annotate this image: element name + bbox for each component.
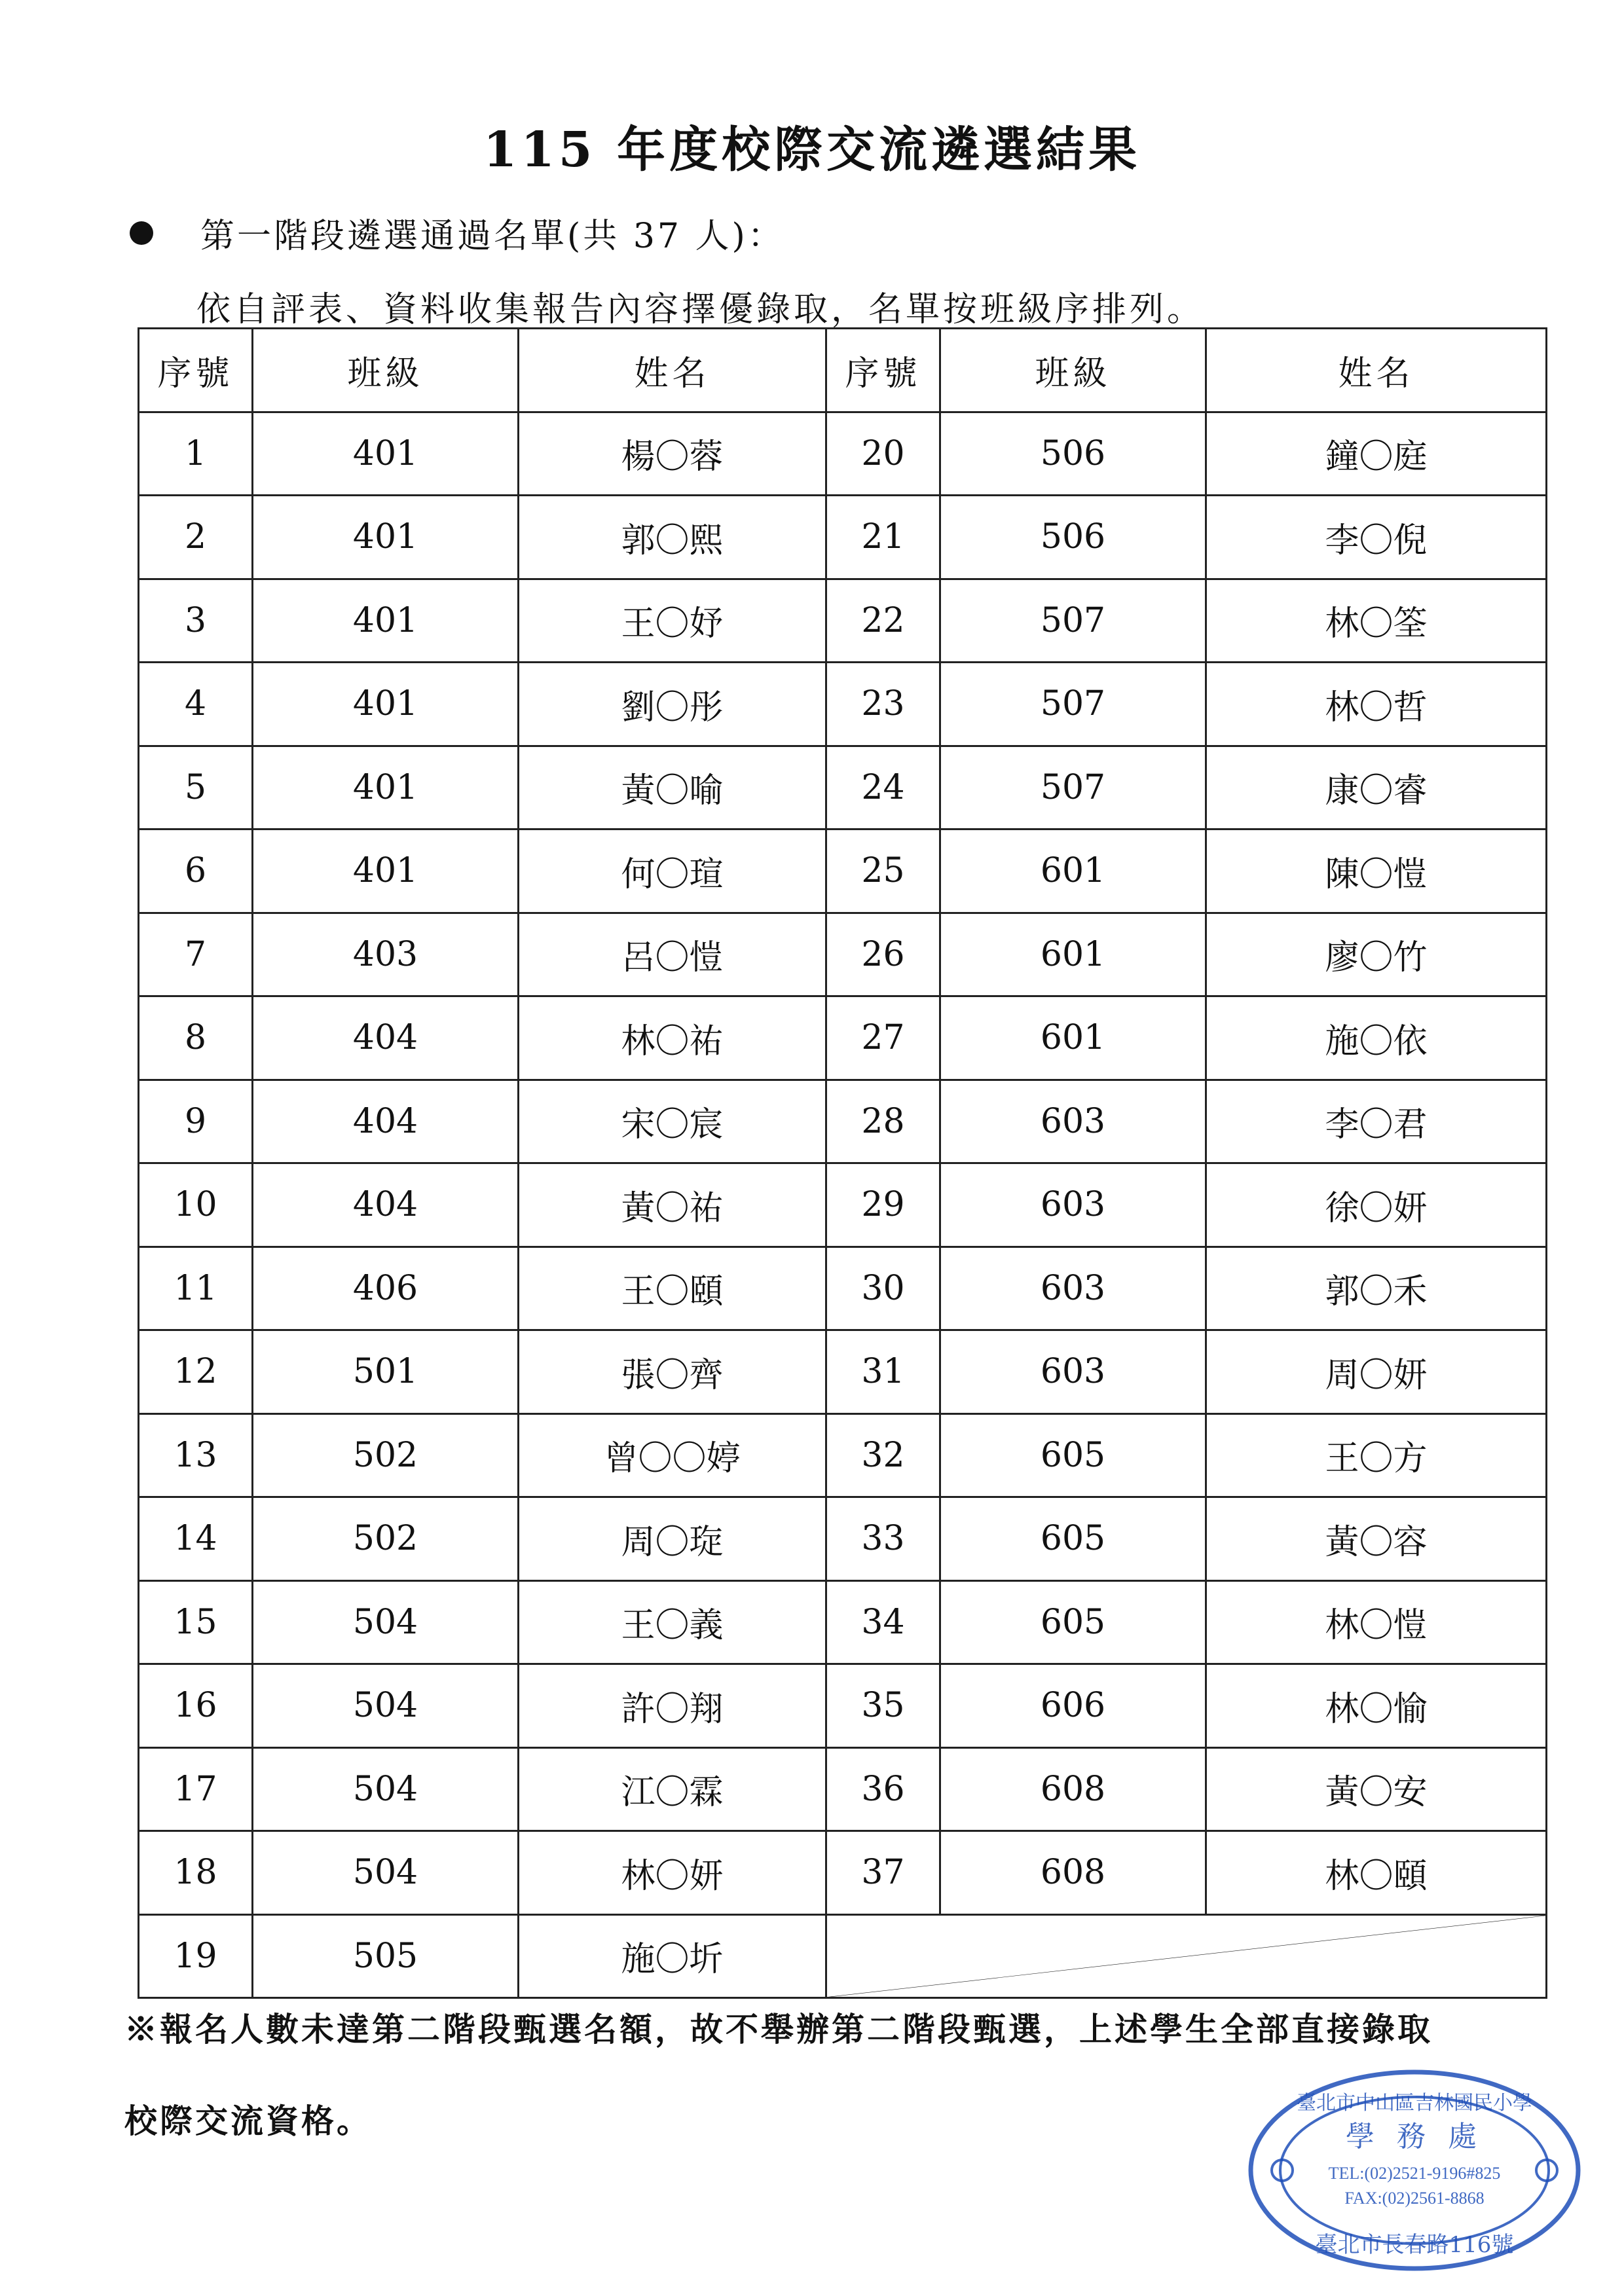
cell-name: 黃〇喻 <box>519 746 826 829</box>
cell-name: 林〇筌 <box>1206 579 1547 663</box>
cell-name: 林〇愷 <box>1206 1580 1547 1664</box>
cell-no: 34 <box>826 1580 940 1664</box>
cell-name: 江〇霖 <box>519 1747 826 1831</box>
header-name-left: 姓名 <box>519 329 826 412</box>
cell-name: 林〇祐 <box>519 996 826 1080</box>
table-row <box>139 1914 1547 1998</box>
cell-class: 401 <box>253 579 519 663</box>
cell-class: 608 <box>940 1831 1206 1915</box>
cell-name: 郭〇熙 <box>519 496 826 579</box>
cell-name: 王〇頤 <box>519 1247 826 1330</box>
cell-class: 504 <box>253 1747 519 1831</box>
table-header-row <box>139 329 1547 412</box>
table-row <box>139 1747 1547 1831</box>
section-heading <box>130 208 784 257</box>
cell-no: 15 <box>139 1580 253 1664</box>
cell-name: 呂〇愷 <box>519 913 826 996</box>
cell-class: 401 <box>253 829 519 913</box>
section-heading-text: 第一階段遴選通過名單(共 37 人)： <box>200 217 784 256</box>
cell-class: 502 <box>253 1497 519 1581</box>
cell-class: 404 <box>253 996 519 1080</box>
header-no-left: 序號 <box>139 329 253 412</box>
cell-class: 507 <box>940 746 1206 829</box>
cell-name: 王〇妤 <box>519 579 826 663</box>
cell-name: 李〇倪 <box>1206 496 1547 579</box>
table-row <box>139 1413 1547 1497</box>
table-row <box>139 829 1547 913</box>
footnote-line-2: 校際交流資格。 <box>124 2102 372 2140</box>
cell-class: 401 <box>253 746 519 829</box>
cell-no: 3 <box>139 579 253 663</box>
cell-name: 許〇翔 <box>519 1664 826 1748</box>
cell-name: 廖〇竹 <box>1206 913 1547 996</box>
cell-no: 5 <box>139 746 253 829</box>
cell-class: 506 <box>940 496 1206 579</box>
cell-no: 33 <box>826 1497 940 1581</box>
cell-name: 黃〇安 <box>1206 1747 1547 1831</box>
cell-no: 26 <box>826 913 940 996</box>
cell-no: 21 <box>826 496 940 579</box>
cell-no: 13 <box>139 1413 253 1497</box>
svg-text:臺北市長春路116號: 臺北市長春路116號 <box>1315 2232 1514 2258</box>
cell-no: 30 <box>826 1247 940 1330</box>
cell-class: 605 <box>940 1413 1206 1497</box>
table-row <box>139 913 1547 996</box>
table-row <box>139 996 1547 1080</box>
header-no-right: 序號 <box>826 329 940 412</box>
footnote-line-1: ※報名人數未達第二階段甄選名額，故不舉辦第二階段甄選，上述學生全部直接錄取 <box>124 2010 1433 2049</box>
cell-name: 曾〇〇婷 <box>519 1413 826 1497</box>
cell-class: 605 <box>940 1580 1206 1664</box>
cell-name: 張〇齊 <box>519 1330 826 1414</box>
cell-class: 601 <box>940 829 1206 913</box>
cell-name: 康〇睿 <box>1206 746 1547 829</box>
cell-class: 507 <box>940 663 1206 746</box>
cell-class: 603 <box>940 1163 1206 1247</box>
table-row <box>139 496 1547 579</box>
cell-class: 603 <box>940 1080 1206 1163</box>
cell-no: 8 <box>139 996 253 1080</box>
cell-no: 4 <box>139 663 253 746</box>
cell-class: 605 <box>940 1497 1206 1581</box>
table-row <box>139 412 1547 496</box>
cell-class: 608 <box>940 1747 1206 1831</box>
result-table <box>138 327 1547 1999</box>
cell-no: 24 <box>826 746 940 829</box>
cell-no: 23 <box>826 663 940 746</box>
cell-class: 406 <box>253 1247 519 1330</box>
cell-no: 35 <box>826 1664 940 1748</box>
cell-name: 徐〇妍 <box>1206 1163 1547 1247</box>
cell-class: 401 <box>253 496 519 579</box>
cell-no: 17 <box>139 1747 253 1831</box>
document-title: 115 年度校際交流遴選結果 <box>483 122 1141 178</box>
cell-name: 王〇方 <box>1206 1413 1547 1497</box>
table-body <box>139 412 1547 1998</box>
cell-class: 404 <box>253 1163 519 1247</box>
cell-no: 25 <box>826 829 940 913</box>
cell-class: 601 <box>940 913 1206 996</box>
cell-no: 10 <box>139 1163 253 1247</box>
cell-no: 36 <box>826 1747 940 1831</box>
cell-class: 501 <box>253 1330 519 1414</box>
cell-class: 401 <box>253 412 519 496</box>
cell-name: 施〇圻 <box>519 1914 826 1998</box>
table-row <box>139 1664 1547 1748</box>
cell-name: 宋〇宸 <box>519 1080 826 1163</box>
table-row <box>139 663 1547 746</box>
cell-name: 林〇頤 <box>1206 1831 1547 1915</box>
empty-cell-diagonal <box>826 1914 1547 1998</box>
cell-no: 28 <box>826 1080 940 1163</box>
table-row <box>139 1580 1547 1664</box>
cell-no: 6 <box>139 829 253 913</box>
cell-class: 506 <box>940 412 1206 496</box>
cell-name: 林〇愉 <box>1206 1664 1547 1748</box>
cell-name: 鐘〇庭 <box>1206 412 1547 496</box>
cell-name: 陳〇愷 <box>1206 829 1547 913</box>
cell-name: 楊〇蓉 <box>519 412 826 496</box>
cell-no: 7 <box>139 913 253 996</box>
cell-class: 403 <box>253 913 519 996</box>
cell-no: 29 <box>826 1163 940 1247</box>
cell-class: 504 <box>253 1580 519 1664</box>
cell-class: 507 <box>940 579 1206 663</box>
svg-text:TEL:(02)2521-9196#825: TEL:(02)2521-9196#825 <box>1328 2164 1501 2183</box>
table-row <box>139 1247 1547 1330</box>
bullet-icon <box>130 221 153 245</box>
cell-class: 401 <box>253 663 519 746</box>
cell-no: 1 <box>139 412 253 496</box>
cell-name: 李〇君 <box>1206 1080 1547 1163</box>
table-row <box>139 1163 1547 1247</box>
cell-class: 606 <box>940 1664 1206 1748</box>
table-row <box>139 746 1547 829</box>
cell-class: 504 <box>253 1831 519 1915</box>
cell-name: 黃〇祐 <box>519 1163 826 1247</box>
cell-class: 601 <box>940 996 1206 1080</box>
cell-name: 周〇琁 <box>519 1497 826 1581</box>
svg-text:學 務 處: 學 務 處 <box>1346 2120 1483 2153</box>
cell-no: 19 <box>139 1914 253 1998</box>
cell-no: 18 <box>139 1831 253 1915</box>
header-class-right: 班級 <box>940 329 1206 412</box>
diagonal-line <box>827 1916 1545 1997</box>
table-row <box>139 579 1547 663</box>
table-row <box>139 1080 1547 1163</box>
cell-no: 32 <box>826 1413 940 1497</box>
cell-name: 周〇妍 <box>1206 1330 1547 1414</box>
cell-class: 603 <box>940 1247 1206 1330</box>
cell-class: 505 <box>253 1914 519 1998</box>
cell-name: 王〇義 <box>519 1580 826 1664</box>
cell-name: 施〇依 <box>1206 996 1547 1080</box>
cell-name: 黃〇容 <box>1206 1497 1547 1581</box>
cell-no: 20 <box>826 412 940 496</box>
cell-name: 林〇妍 <box>519 1831 826 1915</box>
cell-no: 16 <box>139 1664 253 1748</box>
svg-text:臺北市中山區吉林國民小學: 臺北市中山區吉林國民小學 <box>1297 2092 1532 2115</box>
table-row <box>139 1330 1547 1414</box>
cell-no: 37 <box>826 1831 940 1915</box>
cell-no: 12 <box>139 1330 253 1414</box>
office-seal <box>1244 2062 1585 2278</box>
cell-class: 603 <box>940 1330 1206 1414</box>
cell-class: 502 <box>253 1413 519 1497</box>
cell-name: 郭〇禾 <box>1206 1247 1547 1330</box>
cell-no: 2 <box>139 496 253 579</box>
cell-name: 林〇哲 <box>1206 663 1547 746</box>
section-description: 依自評表、資料收集報告內容擇優錄取，名單按班級序排列。 <box>196 290 1205 329</box>
cell-no: 11 <box>139 1247 253 1330</box>
cell-no: 9 <box>139 1080 253 1163</box>
cell-no: 31 <box>826 1330 940 1414</box>
header-class-left: 班級 <box>253 329 519 412</box>
header-name-right: 姓名 <box>1206 329 1547 412</box>
cell-name: 何〇瑄 <box>519 829 826 913</box>
cell-no: 14 <box>139 1497 253 1581</box>
cell-class: 504 <box>253 1664 519 1748</box>
cell-class: 404 <box>253 1080 519 1163</box>
table-row <box>139 1831 1547 1915</box>
table-row <box>139 1497 1547 1581</box>
svg-text:FAX:(02)2561-8868: FAX:(02)2561-8868 <box>1344 2189 1485 2208</box>
cell-name: 劉〇彤 <box>519 663 826 746</box>
cell-no: 27 <box>826 996 940 1080</box>
cell-no: 22 <box>826 579 940 663</box>
